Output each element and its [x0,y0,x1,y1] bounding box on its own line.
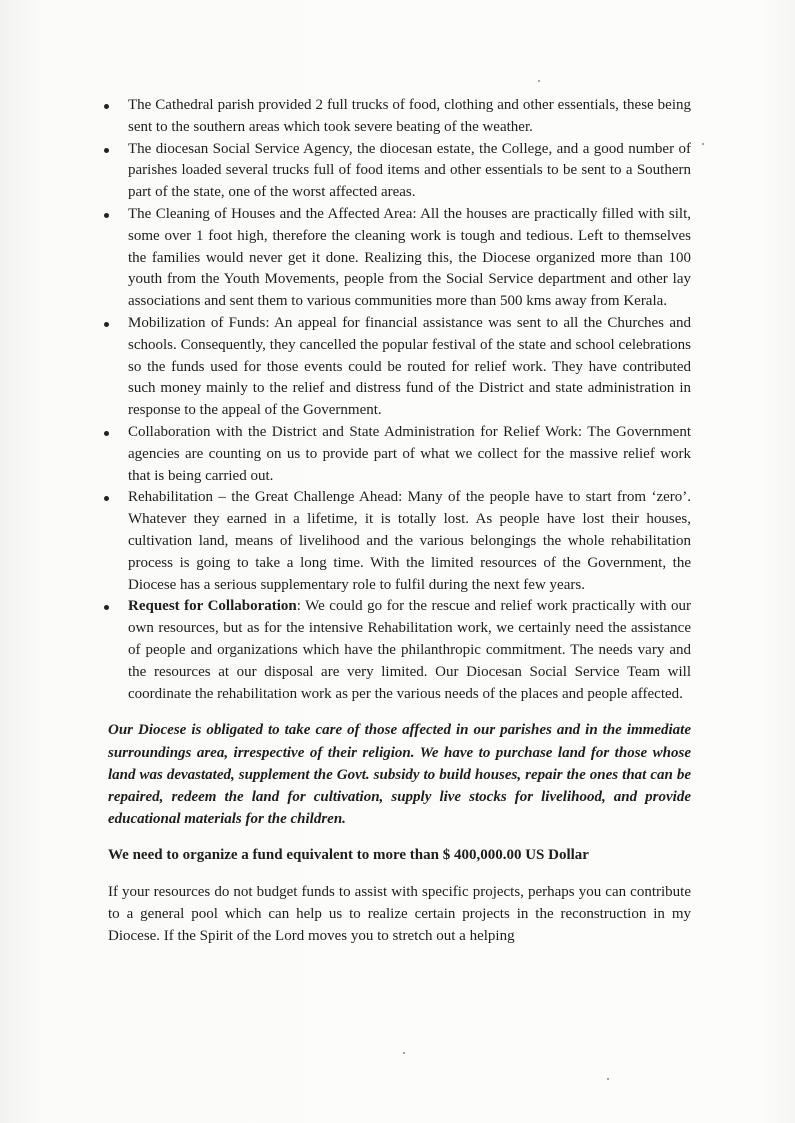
list-item [100,139,691,204]
bullet-icon [104,148,109,153]
fund-goal-heading: We need to organize a fund equivalent to more than $ 400,000.00 US Dollar [108,847,589,864]
bullet-icon [104,431,109,436]
list-item [100,95,691,139]
scan-speck [702,143,704,145]
document-body [100,95,691,963]
obligation-statement: Our Diocese is obligated to take care of those affected in our parishes and in the immediate surroundings area, irrespective of their religion. We have to purchase land for those whose land was devastated, supplement the Govt. subsidy to build houses, repair the ones that can be repaired, redeem the land for cultivation, supply live stocks for livelihood, and provide educational materials for the children. [108,722,691,828]
scan-speck [403,1052,405,1054]
list-item-text: The Cleaning of Houses and the Affected Area: All the houses are practically filled with silt, some over 1 foot high, therefore the cleaning work is tough and tedious. Left to themselves the families would never get it done. Realizing this, the Diocese organized more than 100 youth from the Youth Movements, people from the Social Service department and other lay associations and sent them to various communities more than 500 kms away from Kerala. [128,205,691,310]
bullet-icon [104,104,109,109]
relief-activities-list [100,95,691,705]
bullet-icon [104,496,109,501]
list-item [100,204,691,313]
list-item-lead: Request for Collaboration [128,598,297,615]
list-item-text: Mobilization of Funds: An appeal for financial assistance was sent to all the Churches and schools. Consequently, they cancelled the popular festival of the state and school celebrations so the funds used for those events could be routed for relief work. They have contributed such money mainly to the relief and distress fund of the District and state administration in response to the appeal of the Government. [128,314,691,419]
scan-speck [538,80,540,82]
bullet-icon [104,322,109,327]
list-item [100,596,691,705]
list-item-text: Collaboration with the District and State Administration for Relief Work: The Government agencies are counting on us to provide part of what we collect for the massive relief work that is being carried out. [128,423,691,484]
list-item-text: The diocesan Social Service Agency, the diocesan estate, the College, and a good number of parishes loaded several trucks full of food items and other essentials to be sent to a Southern part of the state, one of the worst affected areas. [128,140,691,201]
list-item-text: Rehabilitation – the Great Challenge Ahead: Many of the people have to start from ‘zero’. Whatever they earned in a lifetime, it is totally lost. As people have lost their houses, cultivation land, means of livelihood and the various belongings the whole rehabilitation process is going to take a long time. With the limited resources of the Government, the Diocese has a serious supplementary role to fulfil during the next few years. [128,489,691,593]
bullet-icon [104,213,109,218]
list-item [100,422,691,487]
list-item-text: : We could go for the rescue and relief work practically with our own resources, but as for the intensive Rehabilitation work, we certainly need the assistance of people and organizations which have the philanthropic commitment. The needs vary and the resources at our disposal are very limited. Our Diocesan Social Service Team will coordinate the rehabilitation work as per the various needs of the places and people affected. [128,598,691,702]
list-item-text: The Cathedral parish provided 2 full trucks of food, clothing and other essentials, these being sent to the southern areas which took severe beating of the weather. [128,97,691,135]
list-item [100,487,691,596]
scan-speck [607,1078,609,1080]
closing-paragraph: If your resources do not budget funds to assist with specific projects, perhaps you can contribute to a general pool which can help us to realize certain projects in the reconstruction in my Diocese. If the Spirit of the Lord moves you to stretch out a helping [108,884,691,944]
list-item [100,313,691,422]
bullet-icon [104,605,109,610]
